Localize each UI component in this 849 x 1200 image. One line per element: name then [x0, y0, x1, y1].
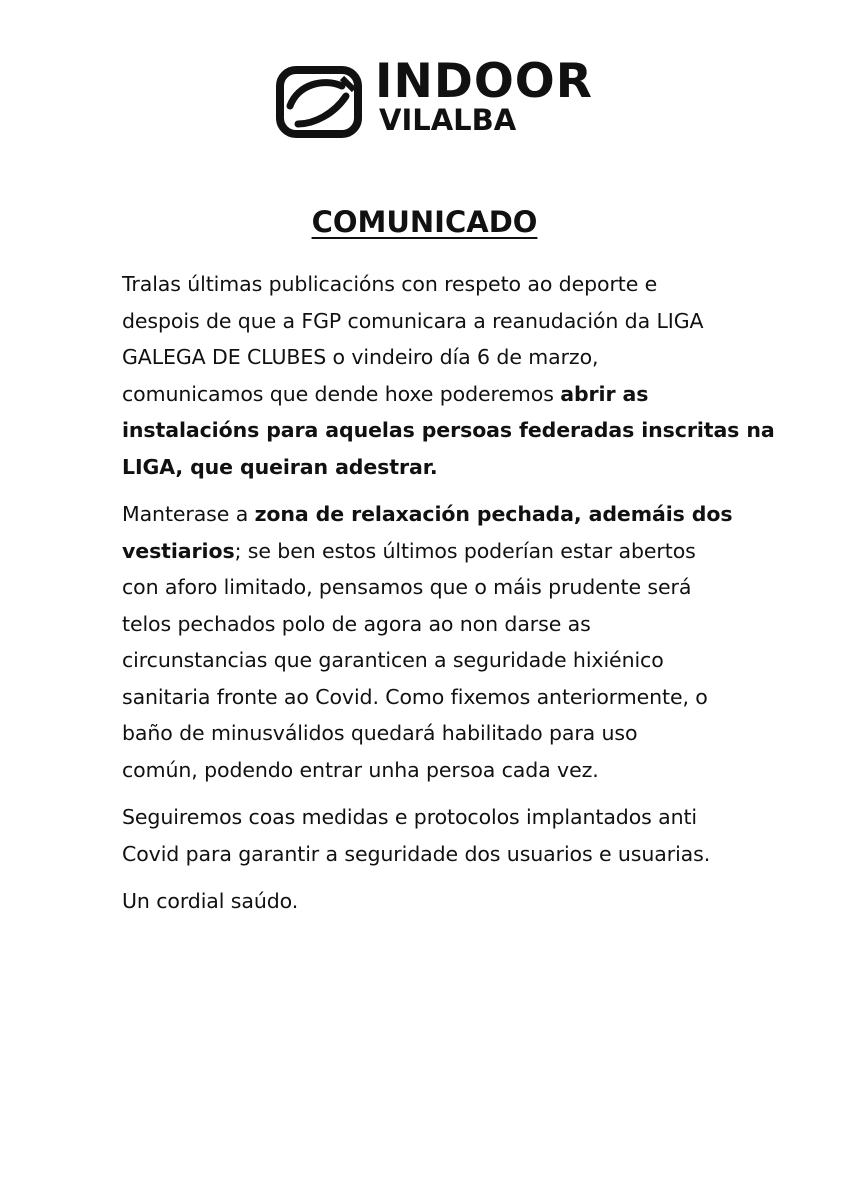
text-line: baño de minusválidos quedará habilitado para uso: [122, 721, 638, 745]
tennis-ball-logo-icon: [276, 66, 362, 138]
text-line: telos pechados polo de agora ao non darse as: [122, 611, 591, 636]
text-run: comunicamos que dende hoxe poderemos: [122, 381, 561, 406]
text-line: Covid para garantir a seguridade dos usuarios e usuarias.: [122, 841, 711, 866]
paragraph-closing: [122, 883, 742, 920]
document-body: [122, 266, 775, 931]
bold-text-run: zona de relaxación pechada, ademáis dos: [254, 502, 733, 526]
text-line: con aforo limitado, pensamos que o máis prudente será: [122, 575, 692, 599]
bold-text-run: abrir as: [560, 381, 649, 406]
paragraph-closures: [122, 496, 742, 788]
logo-text-indoor: INDOOR: [375, 54, 593, 109]
bold-text-line: instalacións para aquelas persoas federadas inscritas na: [122, 418, 775, 442]
text-line: Seguiremos coas medidas e protocolos implantados anti: [122, 805, 698, 829]
text-line: [122, 533, 742, 570]
text-run: ; se ben estos últimos poderían estar abertos: [234, 538, 696, 563]
text-line: circunstancias que garanticen a seguridade hixiénico: [122, 648, 664, 672]
text-line: [122, 496, 742, 533]
text-line: [122, 376, 742, 413]
text-line: Tralas últimas publicacións con respeto ao deporte e: [122, 272, 658, 296]
page-title: COMUNICADO: [311, 205, 538, 239]
text-run: Manterase a: [122, 502, 255, 526]
bold-text-run: vestiarios: [122, 538, 235, 563]
text-line: común, podendo entrar unha persoa cada vez.: [122, 757, 599, 782]
logo-text-vilalba: VILALBA: [379, 103, 517, 137]
text-line: GALEGA DE CLUBES o vindeiro día 6 de marzo,: [122, 345, 599, 369]
paragraph-measures: [122, 799, 742, 872]
text-line: sanitaria fronte ao Covid. Como fixemos anteriormente, o: [122, 684, 708, 709]
paragraph-announcement: [122, 266, 775, 485]
indoor-vilalba-logo: [276, 54, 593, 142]
text-line: despois de que a FGP comunicara a reanudación da LIGA: [122, 308, 704, 333]
closing-greeting: Un cordial saúdo.: [122, 889, 299, 913]
bold-text-line: LIGA, que queiran adestrar.: [122, 454, 438, 479]
